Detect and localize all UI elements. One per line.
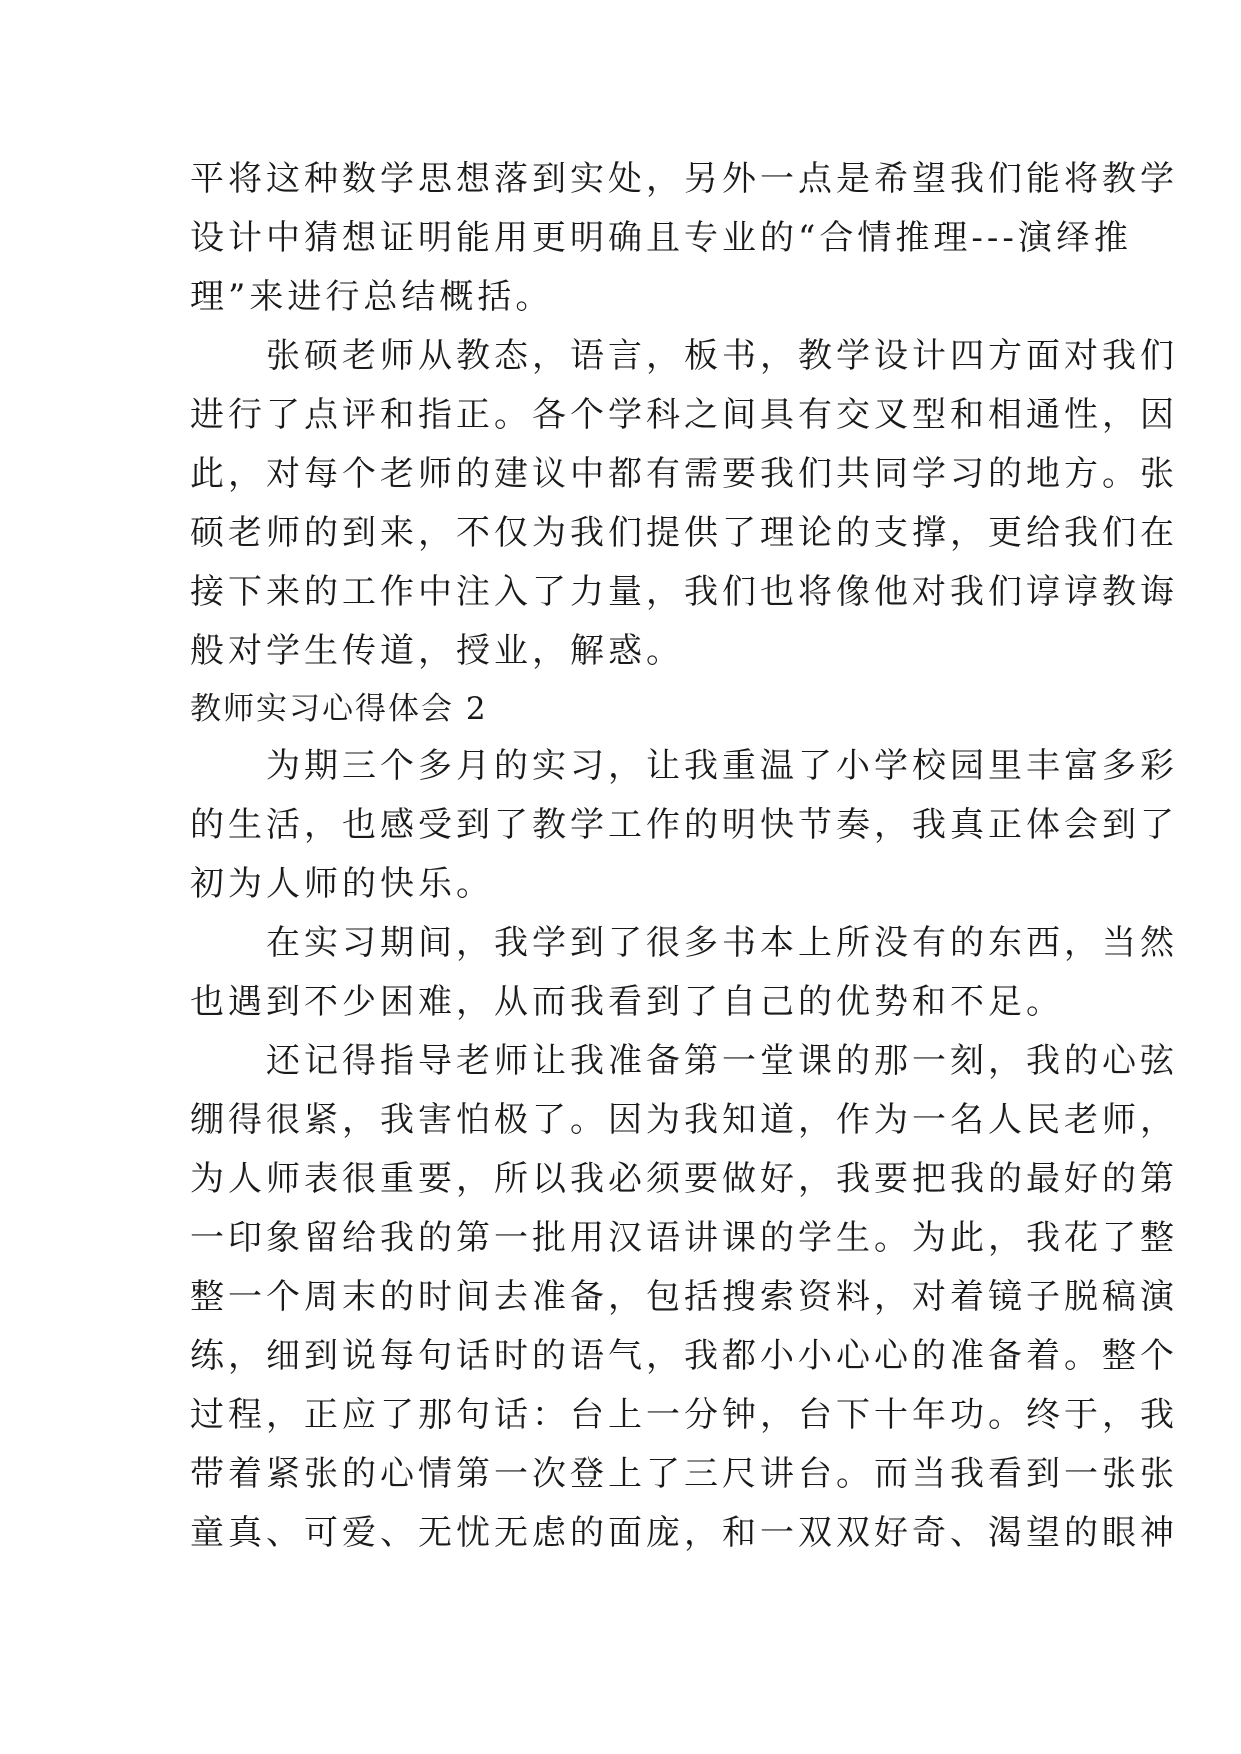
text-line: 进行了点评和指正。各个学科之间具有交叉型和相通性，因: [190, 395, 1178, 435]
text-line: 理”来进行总结概括。: [190, 277, 554, 317]
text-line: 还记得指导老师让我准备第一堂课的那一刻，我的心弦: [266, 1041, 1178, 1081]
text-line: 设计中猜想证明能用更明确且专业的“合情推理---演绎推: [190, 218, 1132, 258]
text-line: 童真、可爱、无忧无虑的面庞，和一双双好奇、渴望的眼神: [190, 1513, 1178, 1553]
text-line: 为期三个多月的实习，让我重温了小学校园里丰富多彩: [266, 746, 1178, 786]
paragraph-continued: [190, 150, 1178, 327]
text-line: 也遇到不少困难，从而我看到了自己的优势和不足。: [190, 982, 1064, 1022]
paragraph-first-lesson: [190, 1032, 1178, 1563]
text-line: 绷得很紧，我害怕极了。因为我知道，作为一名人民老师，: [190, 1100, 1178, 1140]
text-line: 为人师表很重要，所以我必须要做好，我要把我的最好的第: [190, 1159, 1178, 1199]
text-line: 练，细到说每句话时的语气，我都小小心心的准备着。整个: [190, 1336, 1178, 1376]
text-line: 张硕老师从教态，语言，板书，教学设计四方面对我们: [266, 336, 1178, 376]
paragraph-feedback: [190, 327, 1178, 681]
text-line: 带着紧张的心情第一次登上了三尺讲台。而当我看到一张张: [190, 1454, 1178, 1494]
text-line: 初为人师的快乐。: [190, 864, 494, 904]
text-line: 接下来的工作中注入了力量，我们也将像他对我们谆谆教诲: [190, 572, 1178, 612]
text-line: 般对学生传道，授业，解惑。: [190, 631, 684, 671]
section-heading: 教师实习心得体会 2: [190, 691, 488, 727]
paragraph-intro: [190, 737, 1178, 914]
paragraph-learning: [190, 914, 1178, 1032]
text-line: 整一个周末的时间去准备，包括搜索资料，对着镜子脱稿演: [190, 1277, 1178, 1317]
text-line: 硕老师的到来，不仅为我们提供了理论的支撑，更给我们在: [190, 513, 1178, 553]
text-line: 在实习期间，我学到了很多书本上所没有的东西，当然: [266, 923, 1178, 963]
document-body: [190, 150, 1178, 1563]
text-line: 的生活，也感受到了教学工作的明快节奏，我真正体会到了: [190, 805, 1178, 845]
text-line: 此，对每个老师的建议中都有需要我们共同学习的地方。张: [190, 454, 1178, 494]
text-line: 一印象留给我的第一批用汉语讲课的学生。为此，我花了整: [190, 1218, 1178, 1258]
text-line: 过程，正应了那句话：台上一分钟，台下十年功。终于，我: [190, 1395, 1178, 1435]
text-line: 平将这种数学思想落到实处，另外一点是希望我们能将教学: [190, 159, 1178, 199]
